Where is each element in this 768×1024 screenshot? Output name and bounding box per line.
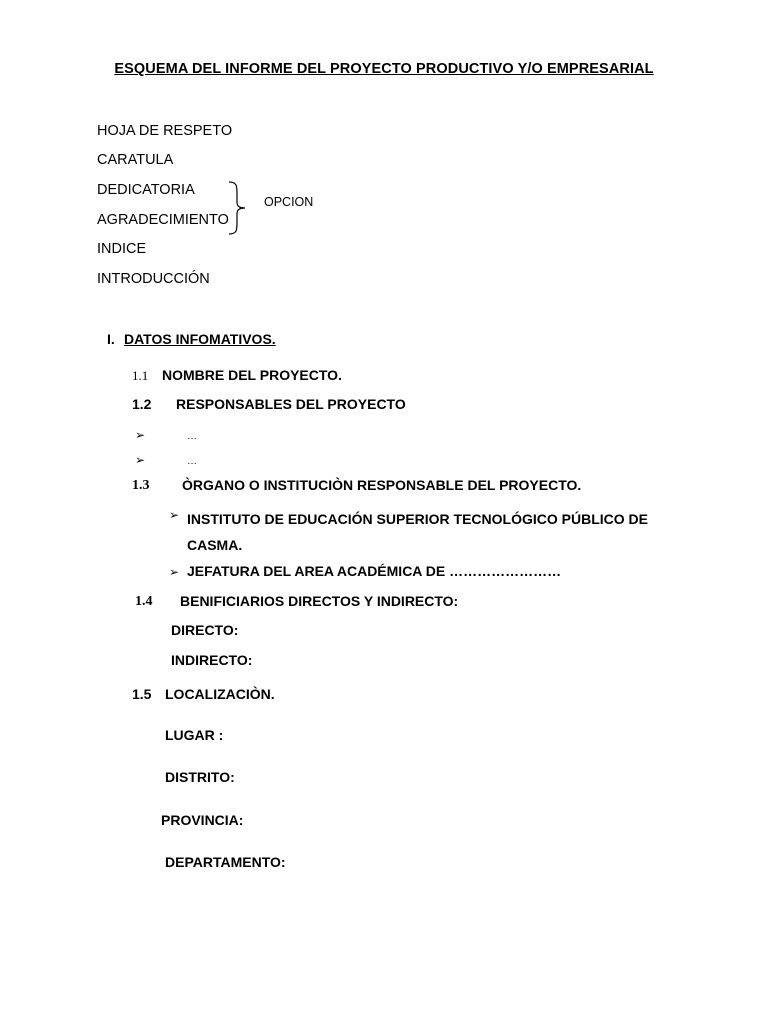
beneficiary-label: DIRECTO:	[171, 622, 239, 638]
curly-brace-icon	[226, 180, 248, 236]
list-item: …	[187, 456, 197, 467]
arrow-bullet-icon: ➢	[169, 565, 180, 579]
field-label-distrito: DISTRITO:	[165, 769, 235, 785]
document-title: ESQUEMA DEL INFORME DEL PROYECTO PRODUCTIVO Y/O EMPRESARIAL	[114, 61, 654, 77]
section-number: I.	[107, 331, 115, 347]
front-matter-item: AGRADECIMIENTO	[97, 212, 229, 228]
front-matter-item: CARATULA	[97, 152, 174, 168]
subsection-title: RESPONSABLES DEL PROYECTO	[176, 396, 406, 412]
subsection-number: 1.1	[132, 368, 149, 383]
subsection-title: ÒRGANO O INSTITUCIÒN RESPONSABLE DEL PROYECTO.	[182, 477, 582, 493]
field-label-provincia: PROVINCIA:	[161, 812, 244, 828]
front-matter-item: DEDICATORIA	[97, 182, 195, 198]
section-heading: DATOS INFOMATIVOS.	[124, 331, 276, 347]
subsection-number: 1.3	[132, 478, 150, 493]
field-label-lugar: LUGAR :	[165, 727, 224, 743]
arrow-bullet-icon: ➢	[135, 428, 146, 442]
subsection-number: 1.4	[135, 594, 153, 609]
subsection-title: LOCALIZACIÒN.	[165, 686, 275, 702]
subsection-number: 1.2	[132, 396, 152, 412]
list-item: JEFATURA DEL AREA ACADÉMICA DE ……………………	[187, 563, 562, 579]
optional-label: OPCION	[264, 195, 314, 209]
field-label-departamento: DEPARTAMENTO:	[165, 854, 286, 870]
subsection-number: 1.5	[132, 686, 152, 702]
list-item: …	[187, 431, 197, 442]
list-item: INSTITUTO DE EDUCACIÓN SUPERIOR TECNOLÓGICO PÚBLICO DE CASMA.	[187, 511, 648, 553]
front-matter-item: INTRODUCCIÓN	[97, 271, 210, 287]
arrow-bullet-icon: ➢	[169, 508, 180, 522]
front-matter-item: INDICE	[97, 241, 147, 257]
arrow-bullet-icon: ➢	[135, 453, 146, 467]
front-matter-item: HOJA DE RESPETO	[97, 123, 233, 139]
subsection-title: NOMBRE DEL PROYECTO.	[162, 367, 342, 383]
subsection-title: BENIFICIARIOS DIRECTOS Y INDIRECTO:	[180, 593, 459, 609]
beneficiary-label: INDIRECTO:	[171, 652, 253, 668]
